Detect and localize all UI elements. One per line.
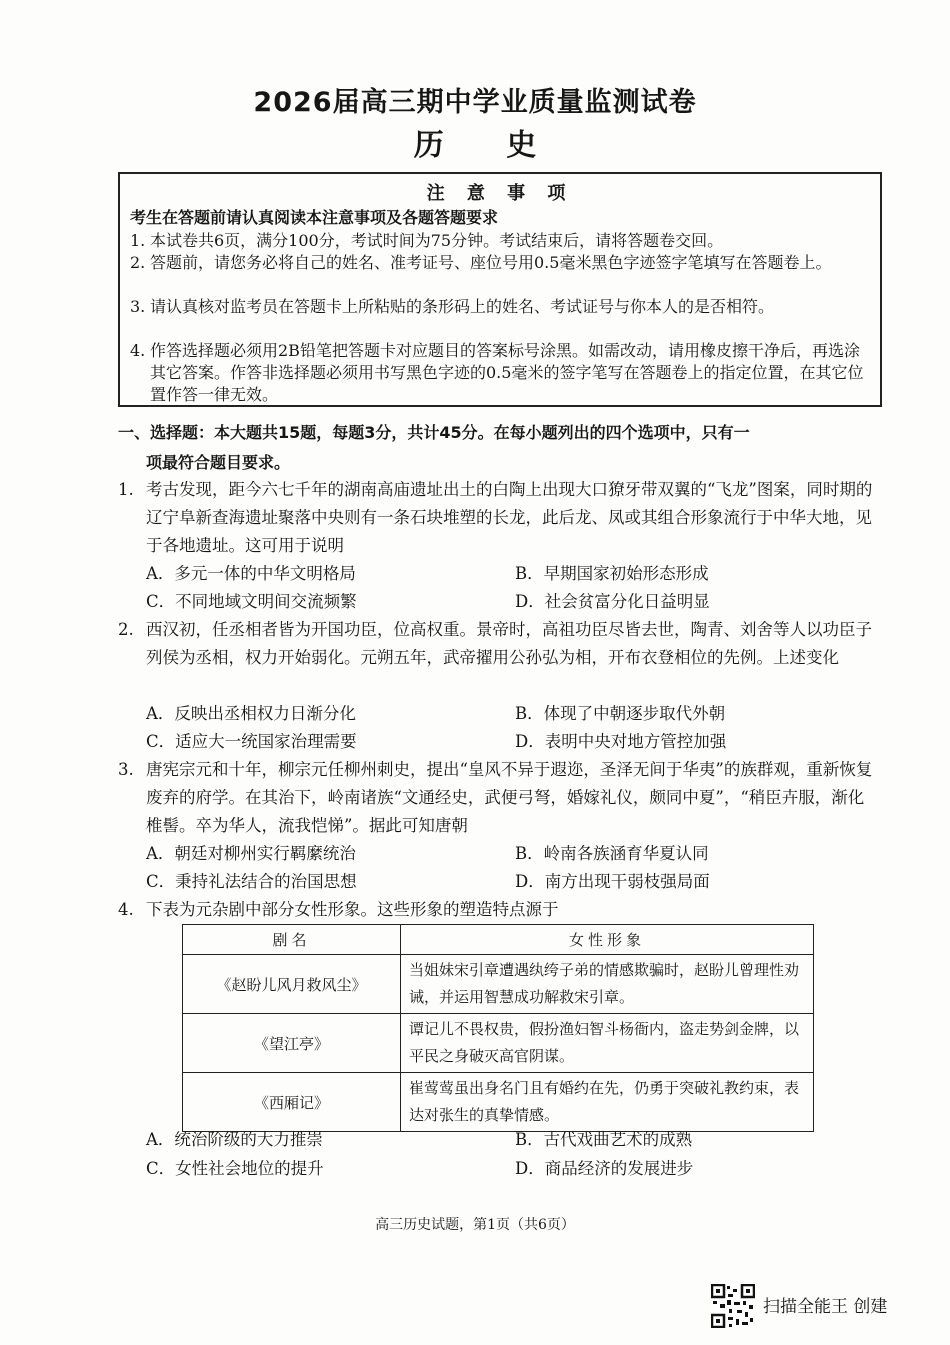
exam-subject: 历 史 (413, 128, 563, 163)
table-cell-description: 谭记儿不畏权贵，假扮渔妇智斗杨衙内，盗走势剑金牌，以平民之身破灭高官阴谋。 (401, 1014, 814, 1073)
option-c: C．不同地域文明间交流频繁 (146, 592, 357, 611)
option-c: C．适应大一统国家治理需要 (146, 732, 357, 751)
notice-item-number: 4. (130, 341, 146, 360)
option-b: B．古代戏曲艺术的成熟 (515, 1130, 693, 1149)
option-b: B．早期国家初始形态形成 (515, 564, 709, 583)
notice-item (130, 340, 872, 406)
question-1 (118, 476, 880, 560)
question-number: 2. (118, 620, 134, 639)
notice-item-number: 2. (130, 253, 146, 272)
question-stem: 下表为元杂剧中部分女性形象。这些形象的塑造特点源于 (146, 900, 559, 919)
question-number: 1. (118, 480, 134, 499)
table-header: 剧名 (183, 925, 401, 955)
table-cell-description: 当姐妹宋引章遭遇纨绔子弟的情感欺骗时，赵盼儿曾理性劝诫，并运用智慧成功解救宋引章。 (401, 955, 814, 1014)
option-c: C．女性社会地位的提升 (146, 1159, 324, 1178)
table-cell-play: 《望江亭》 (183, 1014, 401, 1073)
question-number: 3. (118, 760, 134, 779)
question-4 (118, 896, 880, 924)
option-d: D．南方出现干弱枝强局面 (515, 872, 710, 891)
option-a: A．反映出丞相权力日渐分化 (146, 704, 356, 723)
table-row (183, 955, 814, 1014)
option-a: A．多元一体的中华文明格局 (146, 564, 356, 583)
option-b: B．岭南各族涵育华夏认同 (515, 844, 709, 863)
option-a: A．统治阶级的大力推崇 (146, 1130, 323, 1149)
table-cell-play: 《西厢记》 (183, 1073, 401, 1132)
notice-heading: 注 意 事 项 (426, 183, 574, 204)
notice-item (130, 296, 872, 318)
notice-item (130, 252, 872, 274)
question-2 (118, 616, 880, 672)
option-c: C．秉持礼法结合的治国思想 (146, 872, 357, 891)
option-d: D．社会贫富分化日益明显 (515, 592, 710, 611)
notice-item-text: 答题前，请您务必将自己的姓名、准考证号、座位号用0.5毫米黑色字迹签字笔填写在答题卷上。 (150, 253, 832, 272)
option-a: A．朝廷对柳州实行羁縻统治 (146, 844, 356, 863)
table-row (183, 1073, 814, 1132)
notice-item-number: 1. (130, 231, 146, 250)
option-d: D．商品经济的发展进步 (515, 1159, 694, 1178)
option-d: D．表明中央对地方管控加强 (515, 732, 727, 751)
drama-table (182, 924, 814, 1132)
notice-box (118, 172, 882, 407)
question-3 (118, 756, 880, 840)
section-heading (118, 418, 878, 478)
notice-intro: 考生在答题前请认真阅读本注意事项及各题答题要求 (130, 208, 499, 227)
table-header-row (183, 925, 814, 955)
section-heading-line: 项最符合题目要求。 (146, 453, 291, 472)
watermark-text: 扫描全能王 创建 (763, 1297, 888, 1317)
question-number: 4. (118, 900, 134, 919)
notice-item-number: 3. (130, 297, 146, 316)
page-footer: 高三历史试题，第1页（共6页） (375, 1217, 575, 1233)
notice-item-text: 作答选择题必须用2B铅笔把答题卡对应题目的答案标号涂黑。如需改动，请用橡皮擦干净后，再选涂其它答案。作答非选择题必须用书写黑色字迹的0.5毫米的签字笔写在答题卷上的指定位置，在其它位置作答一律无效。 (150, 341, 864, 404)
question-stem: 考古发现，距今六七千年的湖南高庙遗址出土的白陶上出现大口獠牙带双翼的“飞龙”图案，同时期的辽宁阜新查海遗址聚落中央则有一条石块堆塑的长龙，此后龙、凤或其组合形象流行于中华大地，见于各地遗址。这可用于说明 (146, 480, 873, 555)
exam-title: 2026届高三期中学业质量监测试卷 (253, 87, 697, 118)
qr-code-icon (711, 1284, 755, 1328)
question-stem: 西汉初，任丞相者皆为开国功臣，位高权重。景帝时，高祖功臣尽皆去世，陶青、刘舍等人以功臣子列侯为丞相，权力开始弱化。元朔五年，武帝擢用公孙弘为相，开布衣登相位的先例。上述变化 (146, 620, 872, 667)
section-heading-line: 一、选择题：本大题共15题，每题3分，共计45分。在每小题列出的四个选项中，只有一 (118, 423, 750, 442)
table-header: 女性形象 (401, 925, 814, 955)
notice-item-text: 本试卷共6页，满分100分，考试时间为75分钟。考试结束后，请将答题卷交回。 (150, 231, 724, 250)
table-row (183, 1014, 814, 1073)
option-b: B．体现了中朝逐步取代外朝 (515, 704, 726, 723)
question-stem: 唐宪宗元和十年，柳宗元任柳州刺史，提出“皇风不异于遐迩，圣泽无间于华夷”的族群观，重新恢复废弃的府学。在其治下，岭南诸族“文通经史，武便弓弩，婚嫁礼仪，颇同中夏”，“稍臣卉服，渐化椎髻。卒为华人，流我恺悌”。据此可知唐朝 (146, 760, 873, 835)
notice-item (130, 230, 872, 252)
table-cell-description: 崔莺莺虽出身名门且有婚约在先，仍勇于突破礼教约束，表达对张生的真挚情感。 (401, 1073, 814, 1132)
notice-item-text: 请认真核对监考员在答题卡上所粘贴的条形码上的姓名、考试证号与你本人的是否相符。 (150, 297, 775, 316)
table-cell-play: 《赵盼儿风月救风尘》 (183, 955, 401, 1014)
